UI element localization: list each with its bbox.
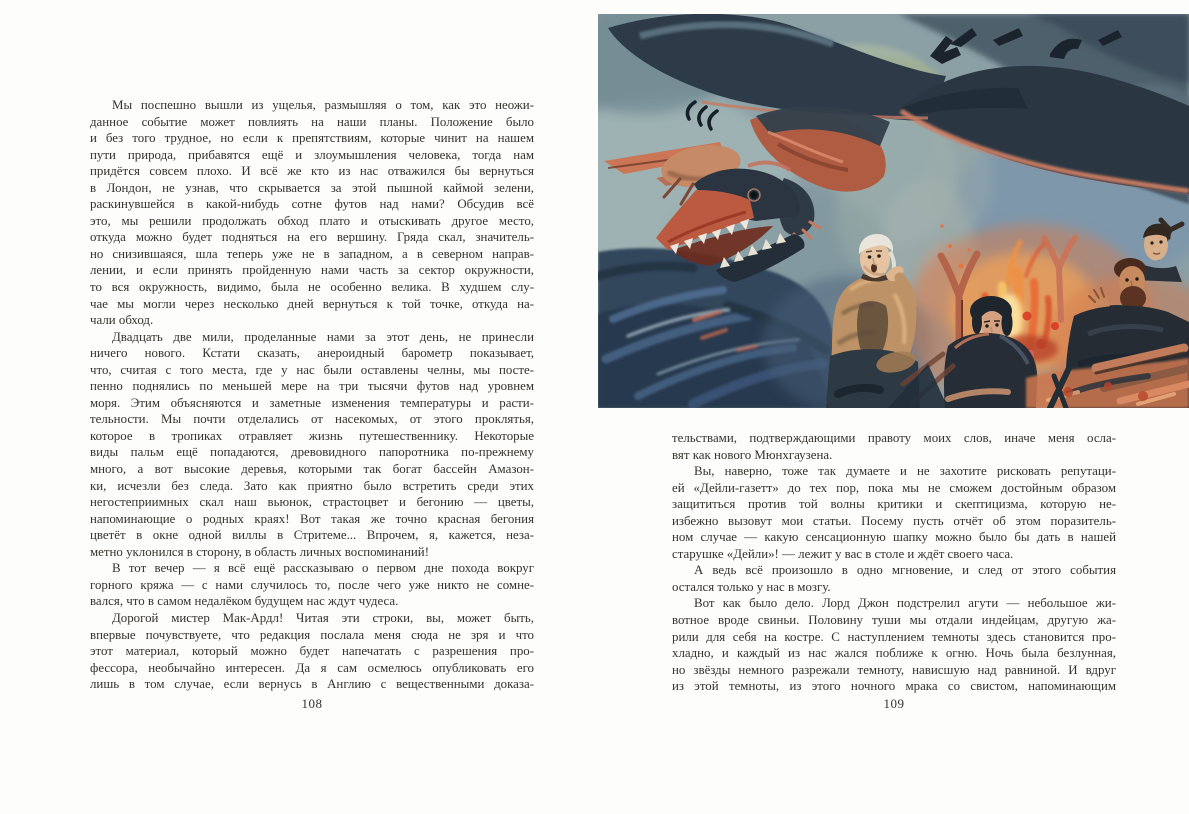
- text-line: откуда можно будет подняться на его вершину. Гряда скал, значитель-: [90, 230, 534, 245]
- text-line: пути природа, прибавятся ещё и злоумышления человека, тогда нам: [90, 147, 534, 162]
- text-line: Двадцать две мили, проделанные нами за этот день, не принесли: [112, 329, 534, 344]
- text-line: лишь в том случае, если вернусь в Англию с вещественными доказа-: [90, 677, 534, 692]
- text-line: ки, исчезли без следа. Зато как приятно было встретить среди этих: [90, 478, 534, 493]
- text-line: А ведь всё произошло в одно мгновение, и след от этого события: [694, 563, 1116, 578]
- pterodactyl-campfire-illustration: [598, 14, 1189, 408]
- text-line: придётся совсем плохо. И всё же кто из нас отважился бы вернуться: [90, 164, 534, 179]
- text-line: но звёзды немного разрежали темноту, нависшую над равниной. И вдруг: [672, 662, 1116, 677]
- text-line: раскинувшейся в какой-нибудь сотне футов над нами? Обсудив всё: [90, 197, 534, 212]
- text-line: вотное вроде свиньи. Половину туши мы отдали индейцам, другую жа-: [672, 613, 1116, 628]
- text-line: тельности. Мы почти отделались от насекомых, от этого проклятья,: [90, 412, 534, 427]
- text-line: впервые почувствуете, что редакция послала меня сюда не зря и что: [90, 627, 534, 642]
- text-line: вят как нового Мюнхгаузена.: [672, 447, 833, 462]
- right-page-text: [672, 430, 1116, 695]
- text-line: данное событие может повлиять на наши планы. Положение было: [90, 114, 534, 129]
- text-line: этот материал, который можно будет напечатать с разрешения про-: [90, 644, 534, 659]
- text-line: ничего нового. Кстати сказать, анероидный барометр показывает,: [90, 346, 534, 361]
- page-number-right: 109: [883, 696, 905, 711]
- text-line: негостеприимных скал наш вьюнок, страстоцвет и бегонию — цветы,: [90, 495, 534, 510]
- text-line: остался только у нас в мозгу.: [672, 579, 831, 594]
- text-line: из этой темноты, из этого ночного мрака со свистом, напоминающим: [672, 679, 1116, 694]
- text-line: виды пальм ещё попадаются, древовидного папоротника по-прежнему: [90, 445, 534, 460]
- text-line: Вот как было дело. Лорд Джон подстрелил агути — небольшое жи-: [694, 596, 1116, 611]
- text-line: фессора, необычайно интересен. Да я сам осмелюсь опубликовать его: [90, 660, 534, 675]
- text-line: вался, что в самом недалёком будущем нас ждут чудеса.: [90, 594, 399, 609]
- text-line: ей «Дейли-газетт» до тех пор, пока мы не сможем достойным образом: [672, 480, 1116, 495]
- text-line: в Лондон, не узнав, что скрывается за этой пышной каймой зелени,: [90, 180, 534, 195]
- text-line: избежно вызовут мои статьи. Посему пусть отчёт об этом поразитель-: [672, 513, 1116, 528]
- text-line: тельствами, подтверждающими правоту моих слов, иначе меня осла-: [672, 431, 1116, 445]
- text-line: пенно поднялись по меньшей мере на три тысячи футов над уровнем: [90, 379, 534, 394]
- text-line: чали обход.: [90, 313, 154, 328]
- text-line: рили для себя на костре. С наступлением темноты здесь становится про-: [672, 629, 1116, 644]
- text-line: защититься против той волны критики и скептицизма, которую не-: [672, 497, 1116, 512]
- text-line: цветёт в окне одной виллы в Стритеме... Впрочем, я, кажется, неза-: [90, 528, 534, 543]
- text-line: Дорогой мистер Мак-Ардл! Читая эти строки, вы, может быть,: [112, 610, 534, 625]
- text-line: хладно, и каждый из нас жался поближе к огню. Ночь была безлунная,: [672, 646, 1116, 661]
- text-line: но снизившаяся, шла теперь уже не в западном, а в северном направ-: [90, 246, 534, 261]
- page-number-left: 108: [301, 696, 323, 711]
- text-line: что, считая с того места, где у нас были оставлены челны, мы посте-: [90, 362, 534, 377]
- text-line: напоминающие о родных краях! Вот такая же точно красная бегония: [90, 511, 534, 526]
- text-line: Мы поспешно вышли из ущелья, размышляя о том, как это неожи-: [112, 98, 534, 112]
- text-line: В тот вечер — я всё ещё рассказываю о первом дне похода вокруг: [112, 561, 534, 576]
- illustration: [598, 14, 1189, 408]
- text-line: чае мы могли через несколько дней вернуться к той точке, откуда на-: [90, 296, 534, 311]
- text-line: метно уклонился в сторону, в область личных воспоминаний!: [90, 544, 429, 559]
- text-line: старушке «Дейли»! — лежит у вас в столе и ждёт своего часа.: [672, 546, 1014, 561]
- text-line: много, а вот высокие деревья, которыми так богат бассейн Амазон-: [90, 462, 534, 477]
- left-page-text: [90, 97, 534, 693]
- text-line: лении, и если принять пройденную нами часть за сектор окружности,: [90, 263, 534, 278]
- text-line: это, мы решили продолжать обход плато и отыскивать другое место,: [90, 213, 534, 228]
- text-line: которое в тропиках отравляет жизнь путешественнику. Некоторые: [90, 428, 534, 443]
- text-line: горного кряжа — с нами случилось то, после чего уже никто не сомне-: [90, 577, 534, 592]
- text-line: ном случае — какую сенсационную шапку можно было бы дать в нашей: [672, 530, 1116, 545]
- text-line: моря. Этим объясняются и заметные изменения температуры и расти-: [90, 395, 534, 410]
- text-line: и без того трудное, но если к препятствиям, которые чинит на нашем: [90, 131, 534, 146]
- text-line: Вы, наверно, тоже так думаете и не захотите рисковать репутаци-: [694, 464, 1116, 479]
- text-line: то вся окружность, видимо, была не особенно велика. В худшем слу-: [90, 280, 534, 295]
